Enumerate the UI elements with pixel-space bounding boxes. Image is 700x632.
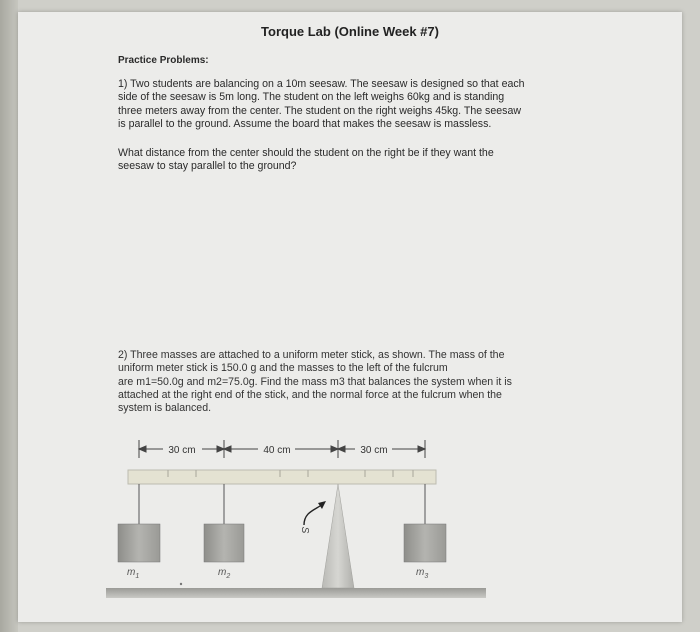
text-line: 2) Three masses are attached to a uniform meter stick, as shown. The mass of the (118, 349, 505, 361)
mass-m1 (118, 524, 160, 562)
meter-stick (128, 470, 436, 484)
ground (106, 588, 486, 598)
document-page (18, 12, 682, 622)
document-title: Torque Lab (Online Week #7) (261, 24, 439, 39)
mass-label-m2-subscript: 2 (226, 573, 231, 580)
practice-heading: Practice Problems: (118, 55, 209, 66)
text-line: three meters away from the center. The student on the right weighs 45kg. The seesaw (118, 104, 521, 117)
hanging-strings (139, 484, 425, 525)
dimension-label-2: 40 cm (263, 445, 291, 456)
mass-m3 (404, 524, 446, 562)
dimension-label-3: 30 cm (360, 445, 388, 456)
dimension-label-1: 30 cm (168, 445, 196, 456)
fulcrum-pointer-arrowhead (318, 501, 326, 509)
mass-label-m3-subscript: 3 (424, 573, 429, 580)
page-edge-shadow (0, 0, 18, 632)
mass-label-m1 (127, 567, 139, 580)
fulcrum (322, 484, 354, 588)
problem-1-question (118, 147, 588, 174)
small-dot (180, 583, 182, 585)
mass-label-m2-letter: m (218, 567, 227, 578)
text-line: are m1=50.0g and m2=75.0g. Find the mass m3 that balances the system when it is (118, 375, 512, 388)
text-line: uniform meter stick is 150.0 g and the masses to the left of the fulcrum (118, 362, 448, 375)
fulcrum-pointer (304, 504, 323, 525)
meter-stick-diagram (18, 432, 682, 607)
text-line: What distance from the center should the student on the right be if they want the (118, 147, 494, 159)
mass-label-m1-letter: m (127, 567, 136, 578)
mass-label-m3-letter: m (416, 567, 425, 578)
fulcrum-label: S (299, 526, 310, 534)
text-line: 1) Two students are balancing on a 10m seesaw. The seesaw is designed so that each (118, 78, 525, 90)
problem-2-text (118, 349, 598, 415)
text-line: seesaw to stay parallel to the ground? (118, 160, 297, 173)
mass-m2 (204, 524, 244, 562)
mass-label-m3 (416, 567, 428, 580)
problem-1-text (118, 78, 618, 131)
text-line: side of the seesaw is 5m long. The student on the left weighs 60kg and is standing (118, 91, 505, 104)
mass-label-m1-subscript: 1 (135, 573, 140, 580)
text-line: system is balanced. (118, 402, 212, 415)
text-line: is parallel to the ground. Assume the board that makes the seesaw is massless. (118, 117, 492, 130)
mass-label-m2 (218, 567, 230, 580)
text-line: attached at the right end of the stick, and the normal force at the fulcrum when the (118, 388, 502, 401)
